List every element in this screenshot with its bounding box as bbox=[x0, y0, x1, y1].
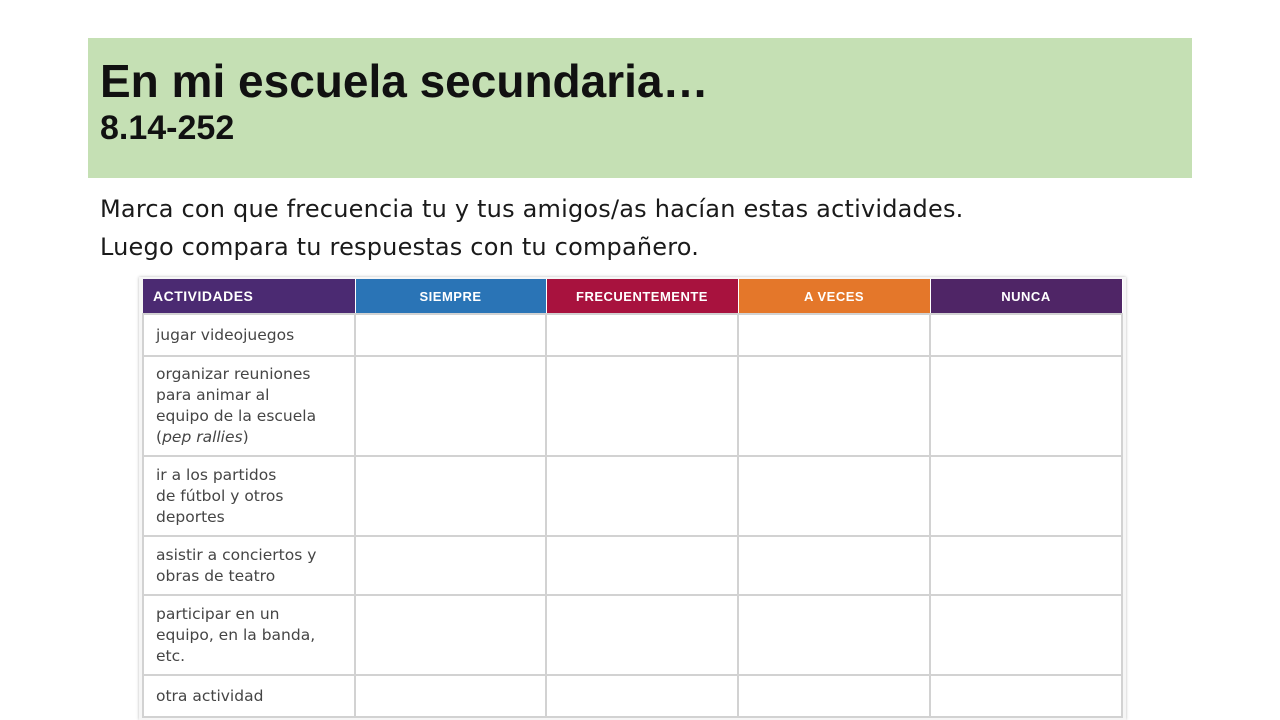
activity-label-line: equipo de la escuela bbox=[156, 407, 317, 425]
cell-nunca[interactable] bbox=[930, 675, 1122, 717]
activity-label bbox=[143, 595, 355, 675]
cell-a-veces[interactable] bbox=[738, 595, 930, 675]
table-header-row bbox=[143, 279, 1122, 314]
instruction-line: Luego compara tu respuestas con tu compañero. bbox=[100, 233, 700, 261]
cell-frecuentemente[interactable] bbox=[546, 456, 738, 536]
activity-label-line: para animar al bbox=[156, 386, 270, 404]
table-row bbox=[143, 675, 1122, 717]
cell-nunca[interactable] bbox=[930, 456, 1122, 536]
cell-nunca[interactable] bbox=[930, 595, 1122, 675]
cell-frecuentemente[interactable] bbox=[546, 314, 738, 356]
activity-label bbox=[143, 456, 355, 536]
slide-title: En mi escuela secundaria… bbox=[100, 55, 709, 107]
cell-siempre[interactable] bbox=[355, 456, 546, 536]
cell-siempre[interactable] bbox=[355, 675, 546, 717]
activity-label-line: deportes bbox=[156, 507, 225, 526]
cell-nunca[interactable] bbox=[930, 536, 1122, 595]
cell-frecuentemente[interactable] bbox=[546, 675, 738, 717]
activity-label-line: jugar videojuegos bbox=[156, 325, 295, 344]
cell-nunca[interactable] bbox=[930, 356, 1122, 456]
instructions bbox=[100, 190, 1200, 266]
activity-label bbox=[143, 536, 355, 595]
activity-label-line: de fútbol y otros bbox=[156, 486, 284, 505]
cell-a-veces[interactable] bbox=[738, 675, 930, 717]
cell-a-veces[interactable] bbox=[738, 536, 930, 595]
activities-table-image bbox=[139, 277, 1126, 720]
activity-label-line: organizar reuniones bbox=[156, 365, 311, 383]
cell-frecuentemente[interactable] bbox=[546, 595, 738, 675]
cell-a-veces[interactable] bbox=[738, 456, 930, 536]
title-banner bbox=[88, 38, 1192, 178]
header-siempre: SIEMPRE bbox=[355, 279, 546, 314]
activity-label-line: equipo, en la banda, bbox=[156, 625, 316, 644]
activities-table bbox=[142, 279, 1123, 718]
cell-nunca[interactable] bbox=[930, 314, 1122, 356]
activity-label-line: etc. bbox=[156, 646, 186, 665]
cell-frecuentemente[interactable] bbox=[546, 356, 738, 456]
activity-label-line: asistir a conciertos y bbox=[156, 545, 317, 564]
activity-label-line: ir a los partidos bbox=[156, 465, 277, 484]
cell-siempre[interactable] bbox=[355, 536, 546, 595]
cell-a-veces[interactable] bbox=[738, 314, 930, 356]
table-row bbox=[143, 536, 1122, 595]
cell-siempre[interactable] bbox=[355, 314, 546, 356]
activity-label-line: (pep rallies) bbox=[156, 428, 249, 446]
table-row bbox=[143, 356, 1122, 456]
header-actividades: ACTIVIDADES bbox=[143, 279, 355, 314]
activity-label-line: otra actividad bbox=[156, 686, 264, 705]
cell-siempre[interactable] bbox=[355, 595, 546, 675]
activity-label-line: participar en un bbox=[156, 604, 280, 623]
slide-subtitle: 8.14-252 bbox=[100, 109, 235, 147]
cell-frecuentemente[interactable] bbox=[546, 536, 738, 595]
activity-label bbox=[143, 675, 355, 717]
table-row bbox=[143, 456, 1122, 536]
activity-label bbox=[143, 314, 355, 356]
instruction-line: Marca con que frecuencia tu y tus amigos/as hacían estas actividades. bbox=[100, 195, 964, 223]
activity-label-line: obras de teatro bbox=[156, 566, 276, 585]
header-nunca: NUNCA bbox=[930, 279, 1122, 314]
header-a-veces: A VECES bbox=[738, 279, 930, 314]
table-row bbox=[143, 314, 1122, 356]
header-frecuentemente: FRECUENTEMENTE bbox=[546, 279, 738, 314]
activity-label bbox=[143, 356, 355, 456]
cell-siempre[interactable] bbox=[355, 356, 546, 456]
table-row bbox=[143, 595, 1122, 675]
cell-a-veces[interactable] bbox=[738, 356, 930, 456]
